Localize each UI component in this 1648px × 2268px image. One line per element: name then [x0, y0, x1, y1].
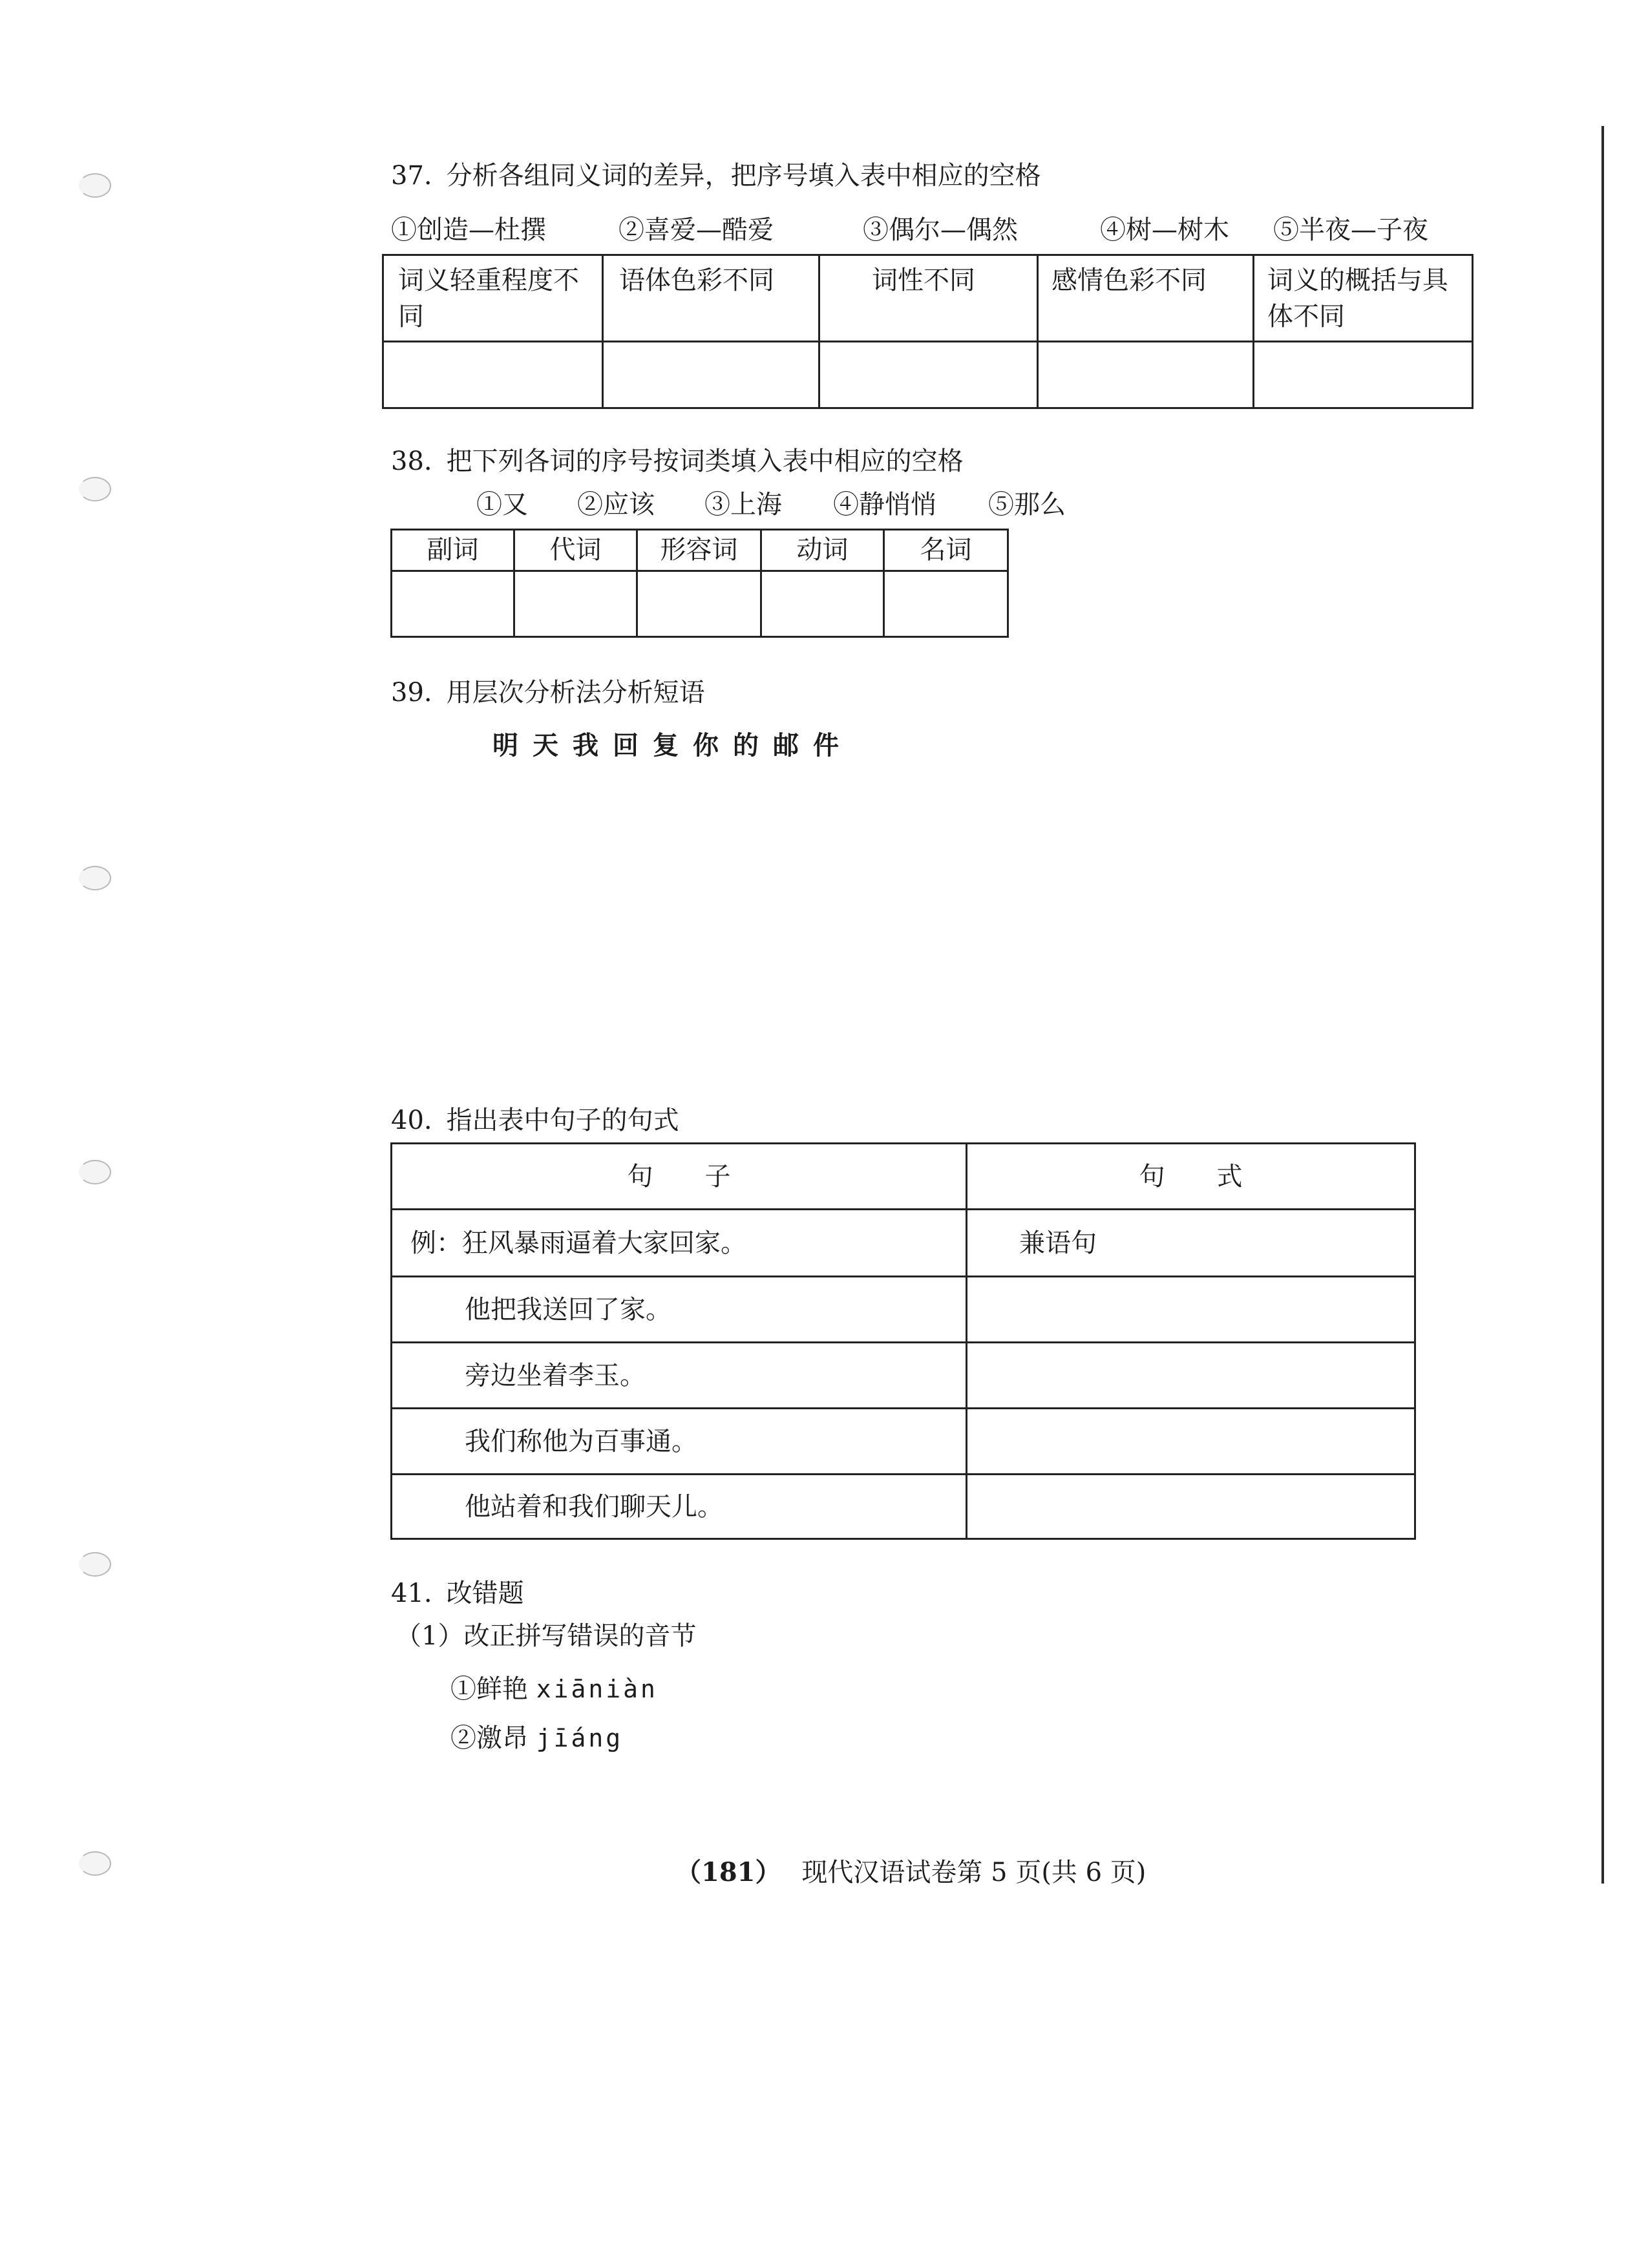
- footer-text: 现代汉语试卷第 5 页(共 6 页): [801, 1858, 1146, 1887]
- q40-answer-cell[interactable]: [967, 1409, 1415, 1475]
- q37-answer-cell[interactable]: [603, 342, 819, 408]
- footer-code: （181）: [675, 1857, 781, 1887]
- q38-option: ④静悄悄: [833, 490, 936, 520]
- q40-sentence: 他把我送回了家。: [392, 1277, 967, 1343]
- q39-number: 39.: [391, 678, 432, 708]
- q40-title: [391, 1104, 679, 1137]
- q37-answer-cell[interactable]: [819, 342, 1038, 408]
- q38-option: ③上海: [704, 490, 782, 520]
- punch-hole: [79, 173, 111, 198]
- q38-table: [390, 529, 1009, 638]
- q37-text: 分析各组同义词的差异，把序号填入表中相应的空格: [446, 161, 1041, 191]
- q37-header-emotion: 感情色彩不同: [1038, 255, 1254, 342]
- q37-answer-cell[interactable]: [1038, 342, 1254, 408]
- q40-answer-cell[interactable]: [967, 1277, 1415, 1343]
- q37-number: 37.: [391, 161, 432, 191]
- q38-header-pronoun: 代词: [514, 530, 637, 571]
- q37-header-weight: 词义轻重程度不同: [383, 255, 603, 342]
- q37-header-style: 语体色彩不同: [603, 255, 819, 342]
- q41-item2-word: ②激昂: [450, 1723, 528, 1753]
- q39-title: [391, 676, 705, 709]
- q37-header-scope: 词义的概括与具体不同: [1254, 255, 1473, 342]
- q40-answer-cell[interactable]: [967, 1343, 1415, 1409]
- q41-sub1: （1）改正拼写错误的音节: [396, 1621, 697, 1651]
- q41-item2-pinyin: jīáng: [536, 1724, 624, 1752]
- page-edge-line: [1601, 126, 1604, 1884]
- q37-option: ⑤半夜—子夜: [1273, 215, 1428, 245]
- q40-sentence: 我们称他为百事通。: [392, 1409, 967, 1475]
- page-footer: [675, 1852, 1146, 1889]
- q38-answer-cell[interactable]: [637, 571, 761, 637]
- q38-header-noun: 名词: [884, 530, 1008, 571]
- q38-answer-cell[interactable]: [884, 571, 1008, 637]
- q38-answer-cell[interactable]: [514, 571, 637, 637]
- q41-item1-pinyin: xiāniàn: [536, 1675, 658, 1703]
- q37-option: ③偶尔—偶然: [863, 215, 1018, 245]
- q41-item1-word: ①鲜艳: [450, 1674, 528, 1704]
- q40-example-sentence: 例：狂风暴雨逼着大家回家。: [392, 1210, 967, 1277]
- punch-hole: [79, 1552, 111, 1577]
- q38-option: ②应该: [577, 490, 655, 520]
- q38-option: ①又: [476, 490, 528, 520]
- q41-number: 41.: [391, 1579, 432, 1608]
- q40-example-type: 兼语句: [967, 1210, 1415, 1277]
- q38-text: 把下列各词的序号按词类填入表中相应的空格: [446, 446, 964, 476]
- q41-item2: [450, 1721, 623, 1755]
- q40-table: [390, 1142, 1416, 1540]
- q38-header-verb: 动词: [761, 530, 884, 571]
- q39-phrase: 明天我回复你的邮件: [492, 730, 853, 761]
- q40-answer-cell[interactable]: [967, 1475, 1415, 1539]
- q38-header-adverb: 副词: [392, 530, 514, 571]
- q40-header-sentence: 句 子: [392, 1144, 967, 1210]
- q38-option: ⑤那么: [988, 490, 1066, 520]
- q37-option: ②喜爱—酷爱: [618, 215, 774, 245]
- q38-title: [391, 445, 964, 478]
- q41-text: 改错题: [446, 1579, 524, 1608]
- q37-header-pos: 词性不同: [819, 255, 1038, 342]
- q38-header-adjective: 形容词: [637, 530, 761, 571]
- q40-text: 指出表中句子的句式: [446, 1106, 679, 1135]
- q41-item1: [450, 1672, 658, 1706]
- q38-answer-cell[interactable]: [761, 571, 884, 637]
- q37-answer-cell[interactable]: [383, 342, 603, 408]
- q37-table: [382, 254, 1474, 409]
- punch-hole: [79, 477, 111, 501]
- q37-option: ④树—树木: [1100, 215, 1229, 245]
- q37-title: [391, 159, 1041, 193]
- q39-text: 用层次分析法分析短语: [446, 678, 705, 708]
- q40-sentence: 旁边坐着李玉。: [392, 1343, 967, 1409]
- q40-sentence: 他站着和我们聊天儿。: [392, 1475, 967, 1539]
- q40-number: 40.: [391, 1106, 432, 1135]
- q40-header-type: 句 式: [967, 1144, 1415, 1210]
- punch-hole: [79, 1851, 111, 1876]
- q37-answer-cell[interactable]: [1254, 342, 1473, 408]
- q37-option: ①创造—杜撰: [391, 215, 546, 245]
- punch-hole: [79, 1160, 111, 1184]
- q38-answer-cell[interactable]: [392, 571, 514, 637]
- punch-hole: [79, 866, 111, 890]
- q38-number: 38.: [391, 446, 432, 476]
- q41-title: [391, 1577, 524, 1610]
